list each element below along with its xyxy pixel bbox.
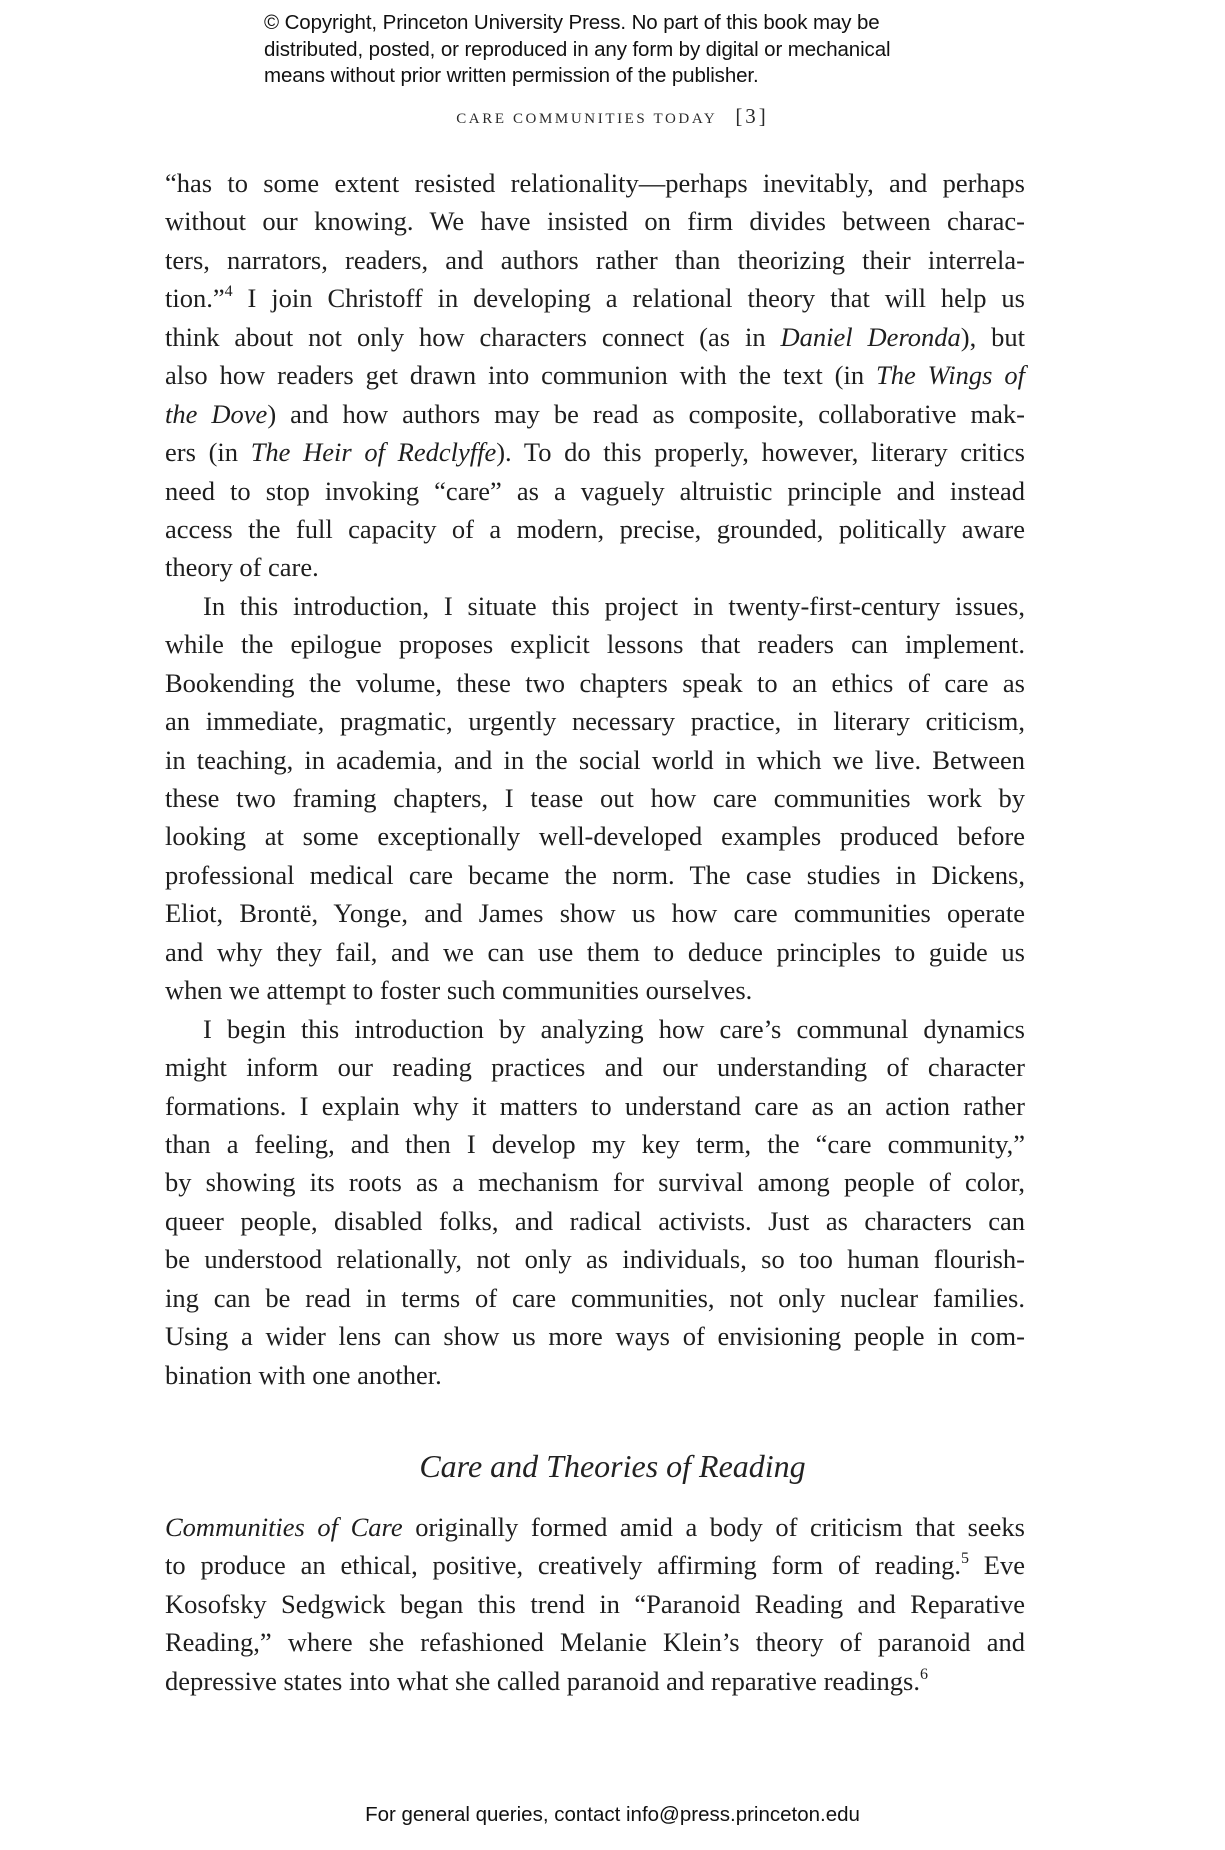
text-line [165, 625, 1025, 663]
text-span: I join Christoff in developing a relational theory that will help us [232, 283, 1025, 314]
text-line [165, 1048, 1025, 1086]
text-line [165, 587, 1025, 625]
text-span: might inform our reading practices and our understanding of character [165, 1052, 1025, 1083]
text-line [165, 472, 1025, 510]
text-span: “has to some extent resisted relationality—perhaps inevitably, and perhaps [165, 168, 1025, 198]
text-span: without our knowing. We have insisted on firm divides between charac- [165, 206, 1025, 237]
text-span: ) and how authors may be read as composite, collaborative mak- [267, 398, 1025, 429]
text-line [165, 510, 1025, 548]
text-line [165, 1623, 1025, 1661]
copyright-line: © Copyright, Princeton University Press. No part of this book may be [264, 11, 880, 34]
text-span: by showing its roots as a mechanism for survival among people of color, [165, 1167, 1025, 1198]
text-span: theory of care. [165, 552, 319, 583]
text-line [165, 241, 1025, 279]
text-line [165, 1508, 1025, 1546]
copyright-notice [264, 10, 964, 90]
running-head [0, 104, 1225, 129]
text-line [165, 548, 1025, 586]
text-span: access the full capacity of a modern, precise, grounded, politically aware [165, 513, 1025, 544]
text-span: these two framing chapters, I tease out how care communities work by [165, 783, 1025, 813]
text-span: formations. I explain why it matters to understand care as an action rather [165, 1090, 1025, 1121]
text-span: Eliot, Brontë, Yonge, and James show us how care communities operate [165, 898, 1025, 929]
text-line [165, 433, 1025, 471]
text-line [165, 856, 1025, 894]
footnote-marker[interactable]: 4 [224, 283, 233, 301]
text-line [165, 1087, 1025, 1125]
text-line [165, 1125, 1025, 1163]
text-line [165, 1356, 1025, 1394]
body-text-block [165, 164, 1025, 1394]
text-line [165, 395, 1025, 433]
text-line [165, 664, 1025, 702]
text-line [165, 1240, 1025, 1278]
text-span: ers (in [165, 437, 251, 468]
footnote-marker[interactable]: 5 [960, 1550, 969, 1568]
text-span: in teaching, in academia, and in the social world in which we live. Between [165, 744, 1025, 775]
copyright-line: means without prior written permission of the publisher. [264, 64, 759, 87]
text-span: I begin this introduction by analyzing how care’s communal dynamics [203, 1013, 1025, 1044]
footer-contact: For general queries, contact info@press.princeton.edu [365, 1803, 860, 1826]
text-span: also how readers get drawn into communion with the text (in [165, 360, 876, 391]
text-line [165, 279, 1025, 317]
text-line [165, 164, 1025, 202]
text-span: ), but [960, 321, 1026, 352]
text-span: be understood relationally, not only as individuals, so too human flourish- [165, 1244, 1025, 1275]
text-span: to produce an ethical, positive, creatively affirming form of reading. [165, 1550, 961, 1581]
section-body-text [165, 1508, 1025, 1700]
text-line [165, 779, 1025, 817]
text-line [165, 1010, 1025, 1048]
italic-title: Communities of Care [165, 1512, 403, 1542]
text-line [165, 741, 1025, 779]
text-span: queer people, disabled folks, and radical activists. Just as characters can [165, 1205, 1025, 1236]
footnote-marker[interactable]: 6 [919, 1665, 928, 1683]
italic-title: The Heir of Redclyffe [250, 437, 497, 468]
text-span: ). To do this properly, however, literary critics [496, 437, 1025, 468]
text-span: an immediate, pragmatic, urgently necessary practice, in literary criticism, [165, 706, 1025, 737]
text-span: Kosofsky Sedgwick began this trend in “Paranoid Reading and Reparative [165, 1588, 1025, 1619]
text-span: than a feeling, and then I develop my key term, the “care community,” [165, 1128, 1025, 1159]
text-line [165, 971, 1025, 1009]
text-span: while the epilogue proposes explicit lessons that readers can implement. [165, 629, 1025, 660]
text-line [165, 318, 1025, 356]
page-number: [3] [735, 104, 769, 128]
text-span: tion.” [165, 283, 225, 314]
text-line [165, 1279, 1025, 1317]
text-line [165, 1662, 1025, 1700]
text-span: Bookending the volume, these two chapters speak to an ethics of care as [165, 667, 1025, 698]
text-line [165, 817, 1025, 855]
text-span: Reading,” where she refashioned Melanie Klein’s theory of paranoid and [165, 1627, 1025, 1658]
text-span: depressive states into what she called paranoid and reparative readings. [165, 1665, 920, 1696]
section-heading: Care and Theories of Reading [419, 1448, 806, 1484]
text-span: professional medical care became the norm. The case studies in Dickens, [165, 859, 1025, 890]
text-span: originally formed amid a body of criticism that seeks [402, 1512, 1025, 1542]
italic-title: The Wings of [876, 360, 1025, 391]
text-span: need to stop invoking “care” as a vaguely altruistic principle and instead [165, 475, 1025, 506]
running-head-title: CARE COMMUNITIES TODAY [456, 111, 718, 127]
text-line [165, 1585, 1025, 1623]
text-line [165, 702, 1025, 740]
text-line [165, 1546, 1025, 1584]
text-span: In this introduction, I situate this project in twenty-first-century issues, [203, 590, 1025, 621]
text-span: think about not only how characters connect (as in [165, 321, 781, 352]
text-line [165, 1202, 1025, 1240]
italic-title: Daniel Deronda [780, 321, 961, 352]
text-span: Eve [968, 1550, 1025, 1581]
text-span: ters, narrators, readers, and authors rather than theorizing their interrela- [165, 244, 1025, 275]
text-span: ing can be read in terms of care communities, not only nuclear families. [165, 1282, 1025, 1313]
text-span: bination with one another. [165, 1359, 442, 1390]
text-line [165, 933, 1025, 971]
text-line [165, 202, 1025, 240]
text-line [165, 356, 1025, 394]
text-line [165, 1317, 1025, 1355]
text-span: looking at some exceptionally well-developed examples produced before [165, 821, 1025, 852]
italic-title: the Dove [165, 398, 268, 429]
text-line [165, 894, 1025, 932]
copyright-line: distributed, posted, or reproduced in any form by digital or mechanical [264, 37, 891, 61]
text-span: Using a wider lens can show us more ways of envisioning people in com- [165, 1321, 1025, 1352]
text-span: and why they fail, and we can use them to deduce principles to guide us [165, 936, 1025, 967]
text-line [165, 1163, 1025, 1201]
text-span: when we attempt to foster such communities ourselves. [165, 975, 753, 1006]
